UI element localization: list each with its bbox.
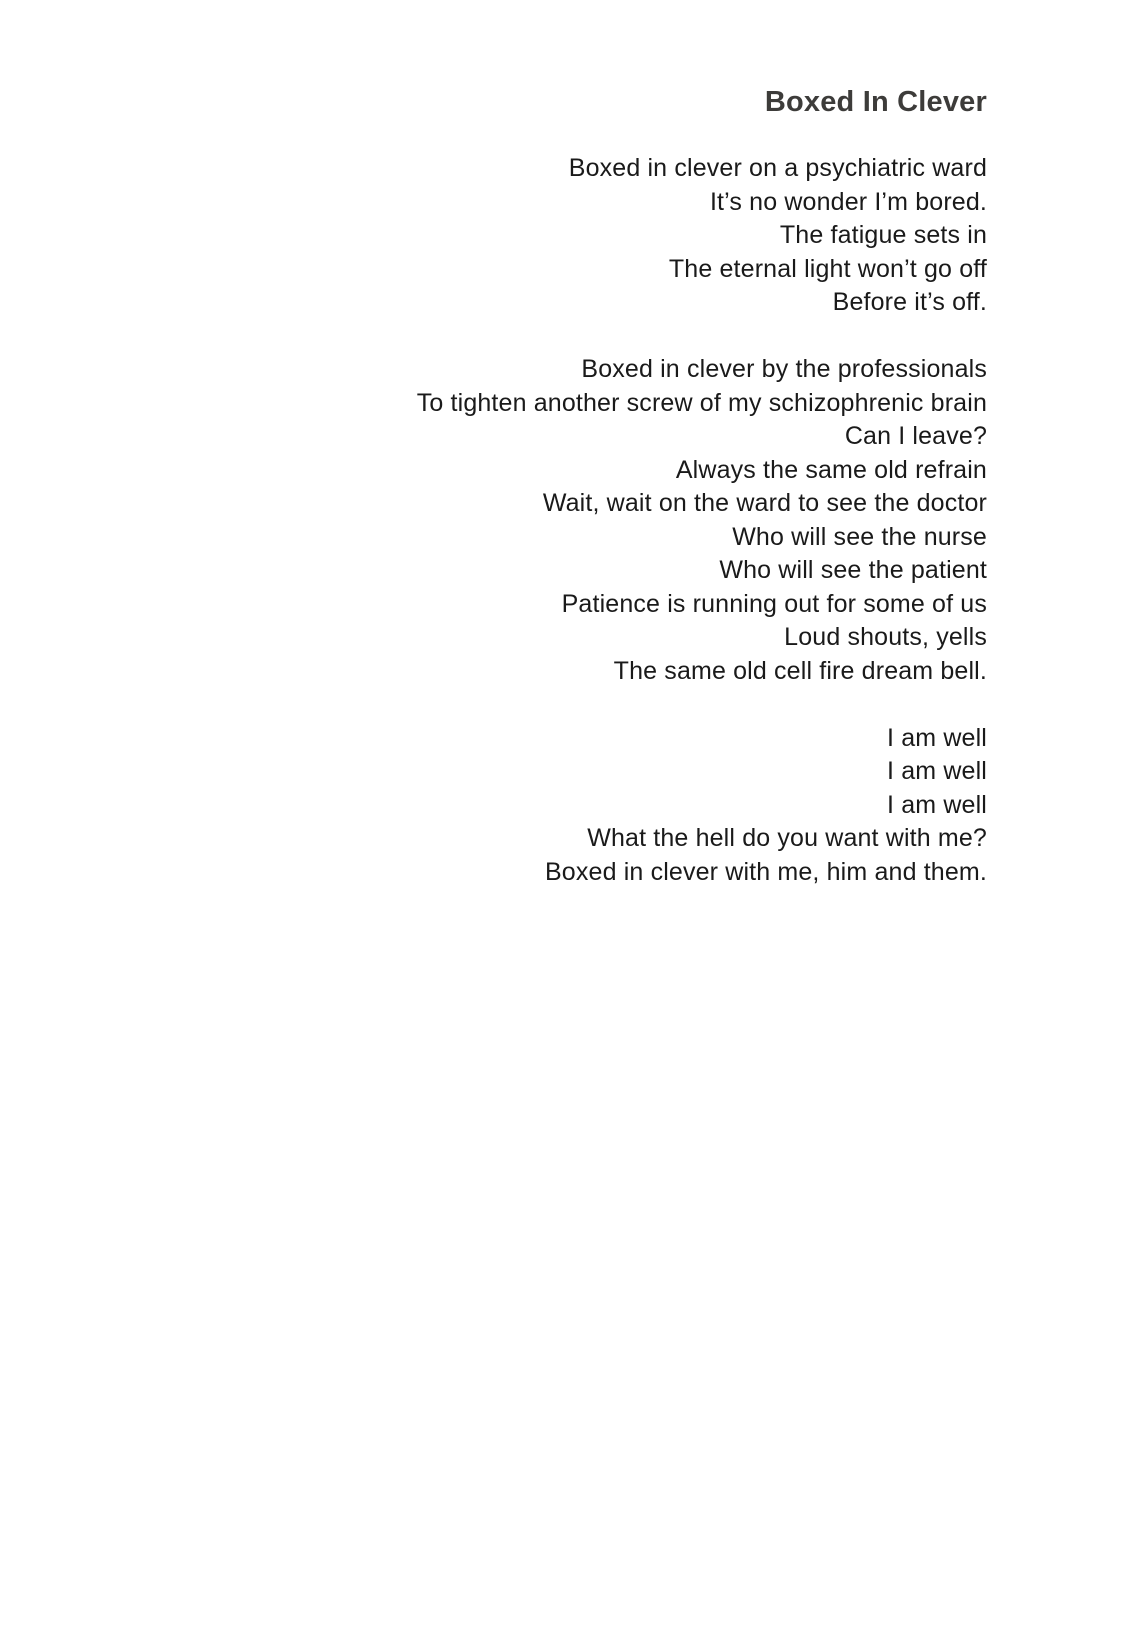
poem-line: I am well	[887, 790, 987, 819]
stanza-1	[417, 152, 987, 320]
poem-line: The eternal light won’t go off	[668, 254, 987, 283]
poem-line: Loud shouts, yells	[784, 623, 987, 651]
poem-line: Boxed in clever on a psychiatric ward	[568, 154, 987, 182]
poem-line: Can I leave?	[844, 422, 987, 450]
poem-line: Boxed in clever with me, him and them.	[544, 857, 987, 886]
poem	[417, 84, 987, 889]
poem-line: Boxed in clever by the professionals	[581, 355, 987, 383]
poem-line: It’s no wonder I’m bored.	[709, 187, 987, 216]
poem-line: Who will see the patient	[719, 556, 987, 584]
poem-line: Always the same old refrain	[675, 455, 987, 484]
poem-line: The fatigue sets in	[779, 221, 987, 249]
poem-line: I am well	[887, 757, 987, 785]
poem-line: Patience is running out for some of us	[561, 589, 987, 618]
poem-line: Who will see the nurse	[732, 522, 987, 551]
poem-line: Before it’s off.	[832, 288, 987, 316]
poem-line: The same old cell fire dream bell.	[613, 656, 987, 685]
poem-line: What the hell do you want with me?	[587, 824, 987, 852]
poem-line: Wait, wait on the ward to see the doctor	[542, 489, 987, 517]
poem-line: To tighten another screw of my schizophrenic brain	[416, 388, 987, 417]
poem-title: Boxed In Clever	[764, 86, 987, 118]
stanza-3	[417, 722, 987, 890]
poem-line: I am well	[887, 723, 987, 752]
stanza-2	[417, 353, 987, 688]
